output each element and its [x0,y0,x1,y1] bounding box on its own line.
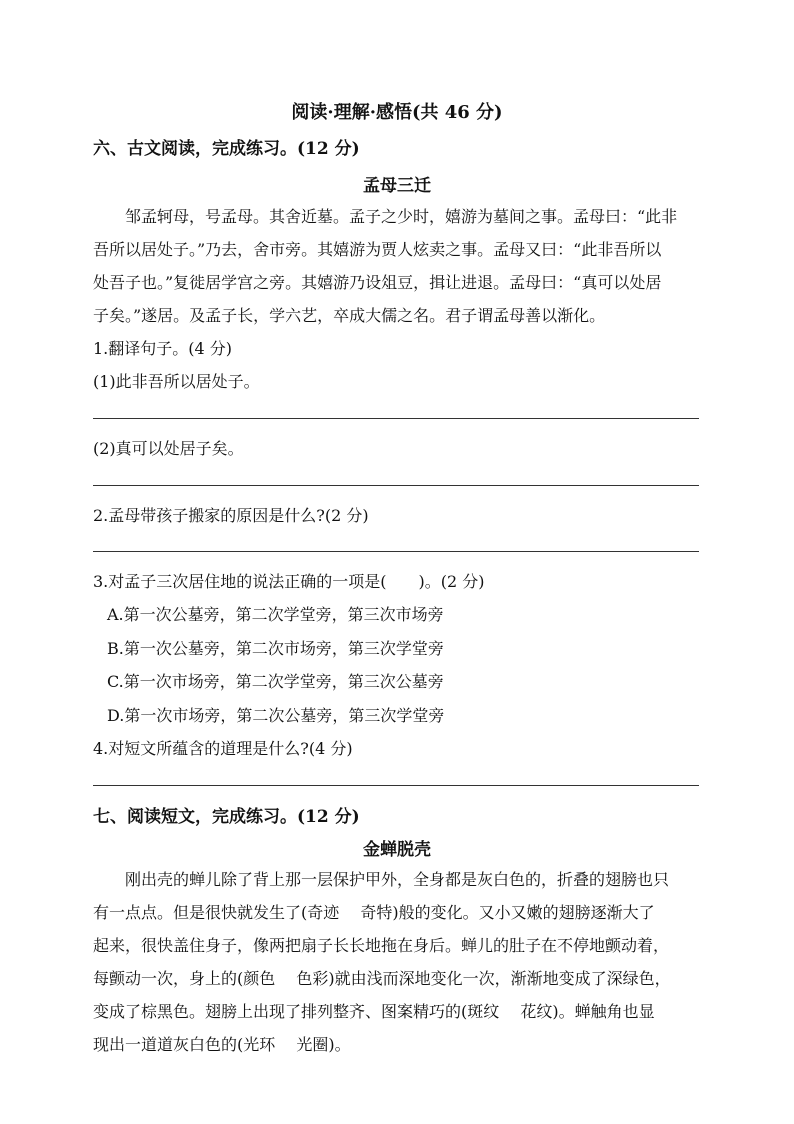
page-title: 阅读·理解·感悟(共 46 分) [291,102,503,123]
passage-line: 子矣。”遂居。及孟子长，学六艺，卒成大儒之名。君子谓孟母善以渐化。 [93,306,606,325]
section-6-heading: 六、古文阅读，完成练习。(12 分) [93,139,360,159]
passage-mengmu [93,200,701,332]
passage-line: 处吾子也。”复徙居学宫之旁。其嬉游乃设俎豆，揖让进退。孟母曰：“真可以处居 [93,273,662,292]
question-1-2: (2)真可以处居子矣。 [93,439,244,458]
question-1: 1.翻译句子。(4 分) [93,339,233,358]
passage-line: 变成了棕黑色。翅膀上出现了排列整齐、图案精巧的(斑纹 花纹)。蝉触角也显 [93,1002,655,1021]
passage-line: 刚出壳的蝉儿除了背上那一层保护甲外，全身都是灰白色的，折叠的翅膀也只 [93,870,670,889]
option-a[interactable]: A.第一次公墓旁，第二次学堂旁，第三次市场旁 [107,605,444,624]
question-2: 2.孟母带孩子搬家的原因是什么?(2 分) [93,506,369,525]
passage-title-mengmu: 孟母三迁 [363,176,431,196]
question-4: 4.对短文所蕴含的道理是什么?(4 分) [93,739,353,758]
question-1-1: (1)此非吾所以居处子。 [93,372,260,391]
passage-line: 起来，很快盖住身子，像两把扇子长长地拖在身后。蝉儿的肚子在不停地颤动着， [93,936,670,955]
passage-jinchan [93,863,701,1061]
passage-title-jinchan: 金蝉脱壳 [363,840,431,860]
option-b[interactable]: B.第一次公墓旁，第二次市场旁，第三次学堂旁 [107,639,444,658]
answer-line-2[interactable] [93,551,699,552]
section-7-heading: 七、阅读短文，完成练习。(12 分) [93,807,360,827]
passage-line: 有一点点。但是很快就发生了(奇迹 奇特)般的变化。又小又嫩的翅膀逐渐大了 [93,903,655,922]
answer-line-1-2[interactable] [93,485,699,486]
answer-line-4[interactable] [93,785,699,786]
answer-line-1-1[interactable] [93,418,699,419]
passage-line: 每颤动一次，身上的(颜色 色彩)就由浅而深地变化一次，渐渐地变成了深绿色， [93,969,671,988]
passage-line: 现出一道道灰白色的(光环 光圈)。 [93,1035,351,1054]
passage-line: 吾所以居处子。”乃去，舍市旁。其嬉游为贾人炫卖之事。孟母又曰：“此非吾所以 [93,240,662,259]
option-d[interactable]: D.第一次市场旁，第二次公墓旁，第三次学堂旁 [107,706,445,725]
option-c[interactable]: C.第一次市场旁，第二次学堂旁，第三次公墓旁 [107,672,444,691]
question-3: 3.对孟子三次居住地的说法正确的一项是( )。(2 分) [93,572,485,591]
passage-line: 邹孟轲母，号孟母。其舍近墓。孟子之少时，嬉游为墓间之事。孟母曰：“此非 [93,207,678,226]
